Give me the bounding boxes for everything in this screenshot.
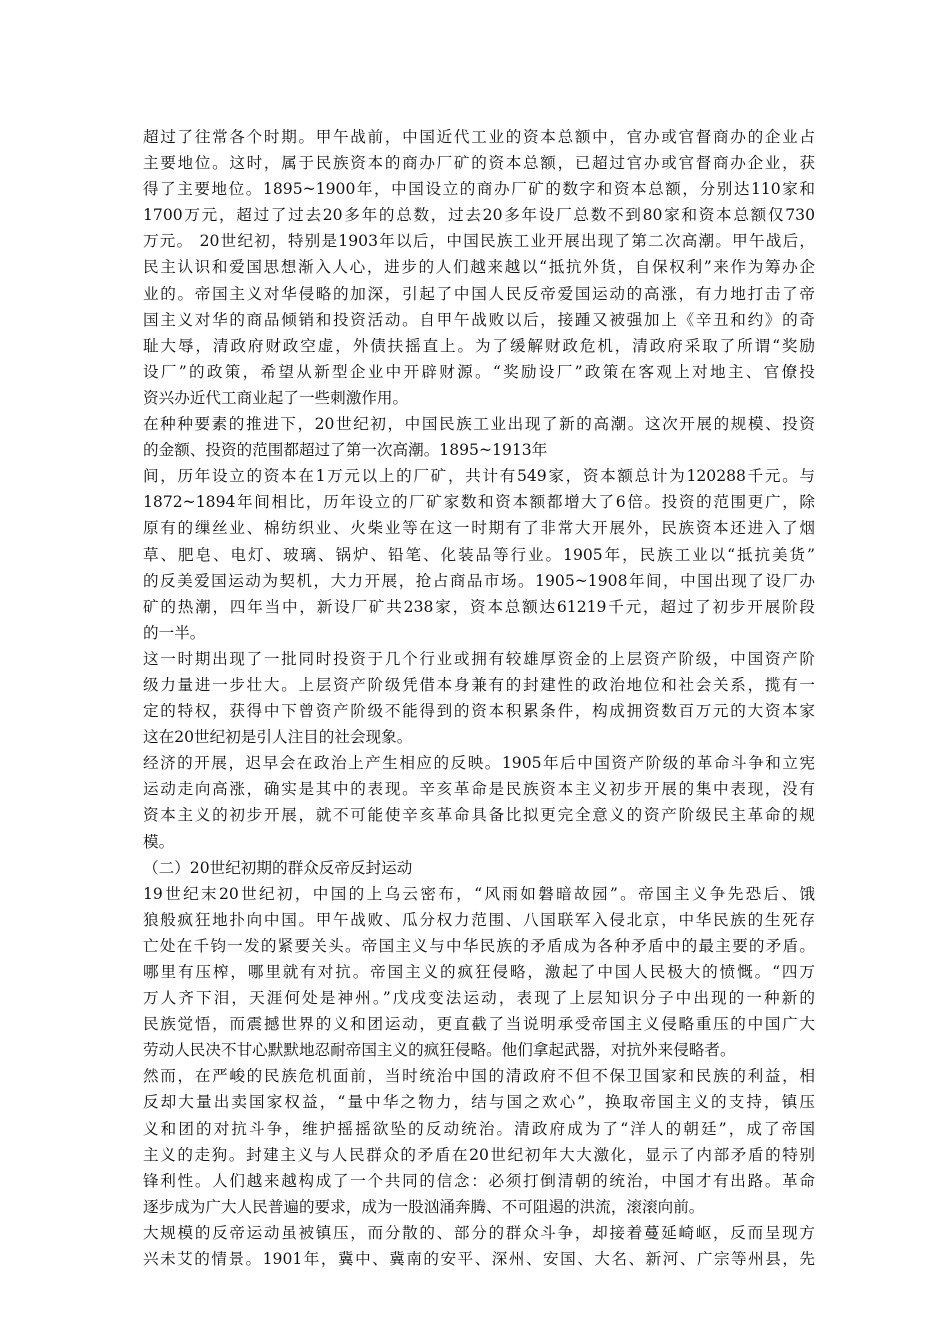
text-line: 经济的开展，迟早会在政治上产生相应的反映。1905年后中国资产阶级的革命斗争和立宪	[143, 754, 815, 773]
text-line: 的反美爱国运动为契机，大力开展，抢占商品市场。1905~1908年间，中国出现了设厂办	[143, 571, 815, 590]
text-line: 劳动人民决不甘心默默地忍耐帝国主义的疯狂侵略。他们拿起武器，对抗外来侵略者。	[143, 1041, 736, 1060]
text-line: 民主认识和爱国思想渐入人心，进步的人们越来越以“抵抗外货，自保权利”来作为筹办企	[143, 258, 815, 277]
text-line: 义和团的对抗斗争，维护摇摇欲坠的反动统治。清政府成为了“洋人的朝廷”，成了帝国	[143, 1119, 815, 1138]
text-line: 级力量进一步壮大。上层资产阶级凭借本身兼有的封建性的政治地位和社会关系，揽有一	[143, 675, 815, 694]
text-line: （二）20世纪初期的群众反帝反封运动	[143, 858, 413, 877]
text-line: 运动走向高涨，确实是其中的表现。辛亥革命是民族资本主义初步开展的集中表现，没有	[143, 780, 815, 799]
text-line: 原有的缫丝业、棉纺织业、火柴业等在这一时期有了非常大开展外，民族资本还进入了烟	[143, 519, 815, 538]
text-line: 国主义对华的商品倾销和投资活动。自甲午战败以后，接踵又被强加上《辛丑和约》的奇	[143, 310, 815, 329]
text-line: 逐步成为广大人民普遍的要求，成为一股汹涌奔腾、不可阻遏的洪流，滚滚向前。	[143, 1197, 705, 1216]
text-line: 业的。帝国主义对华侵略的加深，引起了中国人民反帝爱国运动的高涨，有力地打击了帝	[143, 284, 815, 303]
text-line: 然而，在严峻的民族危机面前，当时统治中国的清政府不但不保卫国家和民族的利益，相	[143, 1067, 815, 1086]
text-line: 万元。 20世纪初，特别是1903年以后，中国民族工业开展出现了第二次高潮。甲午战后，	[143, 232, 815, 251]
text-line: 19世纪末20世纪初，中国的上乌云密布，“风雨如磐暗故园”。帝国主义争先恐后、饿	[143, 884, 815, 903]
text-line: 锋利性。人们越来越构成了一个共同的信念：必须打倒清朝的统治，中国才有出路。革命	[143, 1171, 815, 1190]
text-line: 得了主要地位。1895~1900年，中国设立的商办厂矿的数字和资本总额，分别达110家和	[143, 180, 815, 199]
text-line: 民族觉悟，而震撼世界的义和团运动，更直截了当说明承受帝国主义侵略重压的中国广大	[143, 1015, 815, 1034]
text-line: 1700万元，超过了过去20多年的总数，过去20多年设厂总数不到80家和资本总额仅730	[143, 206, 815, 225]
text-line: 万人齐下泪，天涯何处是神州。”戊戌变法运动，表现了上层知识分子中出现的一种新的	[143, 989, 815, 1008]
text-line: 资本主义的初步开展，就不可能使辛亥革命具备比拟更完全意义的资产阶级民主革命的规	[143, 806, 815, 825]
text-line: 哪里有压榨，哪里就有对抗。帝国主义的疯狂侵略，激起了中国人民极大的愤慨。“四万	[143, 963, 815, 981]
text-line: 的一半。	[143, 623, 206, 642]
document-body	[143, 124, 815, 1272]
text-line: 草、肥皂、电灯、玻璃、锅炉、铅笔、化装品等行业。1905年，民族工业以“抵抗美货”	[143, 545, 815, 564]
text-line: 超过了往常各个时期。甲午战前，中国近代工业的资本总额中，官办或官督商办的企业占	[143, 128, 815, 146]
text-line: 模。	[143, 832, 175, 851]
text-line: 大规模的反帝运动虽被镇压，而分散的、部分的群众斗争，却接着蔓延崎岖，反而呈现方	[143, 1223, 815, 1242]
text-line: 1872~1894年间相比，历年设立的厂矿家数和资本额都增大了6倍。投资的范围更广，除	[143, 493, 815, 512]
text-line: 定的特权，获得中下曾资产阶级不能得到的资本积累条件，构成拥资数百万元的大资本家	[143, 702, 815, 721]
text-line: 这在20世纪初是引人注目的社会现象。	[143, 728, 413, 747]
text-line: 兴未艾的情景。1901年，冀中、冀南的安平、深州、安国、大名、新河、广宗等州县，先	[143, 1250, 815, 1269]
text-line: 狼般疯狂地扑向中国。甲午战败、瓜分权力范围、八国联军入侵北京，中华民族的生死存	[143, 910, 815, 929]
text-line: 反却大量出卖国家权益，“量中华之物力，结与国之欢心”，换取帝国主义的支持，镇压	[143, 1093, 815, 1112]
text-line: 主要地位。这时，属于民族资本的商办厂矿的资本总额，已超过官办或官督商办企业，获	[143, 154, 815, 173]
text-line: 间，历年设立的资本在1万元以上的厂矿，共计有549家，资本额总计为120288千元。与	[143, 467, 815, 486]
text-line: 这一时期出现了一批同时投资于几个行业或拥有较雄厚资金的上层资产阶级，中国资产阶	[143, 649, 815, 668]
text-line: 耻大辱，清政府财政空虚，外债扶摇直上。为了缓解财政危机，清政府采取了所谓“奖励	[143, 336, 815, 355]
text-line: 主义的走狗。封建主义与人民群众的矛盾在20世纪初年大大激化，显示了内部矛盾的特别	[143, 1145, 815, 1164]
text-line: 的金额、投资的范围都超过了第一次高潮。1895~1913年	[143, 441, 548, 460]
text-line: 在种种要素的推进下，20世纪初，中国民族工业出现了新的高潮。这次开展的规模、投资	[143, 415, 815, 434]
text-line: 矿的热潮，四年当中，新设厂矿共238家，资本总额达61219千元，超过了初步开展阶段	[143, 597, 815, 616]
text-line: 资兴办近代工商业起了一些刺激作用。	[143, 388, 409, 407]
text-line: 亡处在千钧一发的紧要关头。帝国主义与中华民族的矛盾成为各种矛盾中的最主要的矛盾。	[143, 936, 815, 955]
text-line: 设厂”的政策，希望从新型企业中开辟财源。“奖励设厂”政策在客观上对地主、官僚投	[143, 362, 815, 381]
